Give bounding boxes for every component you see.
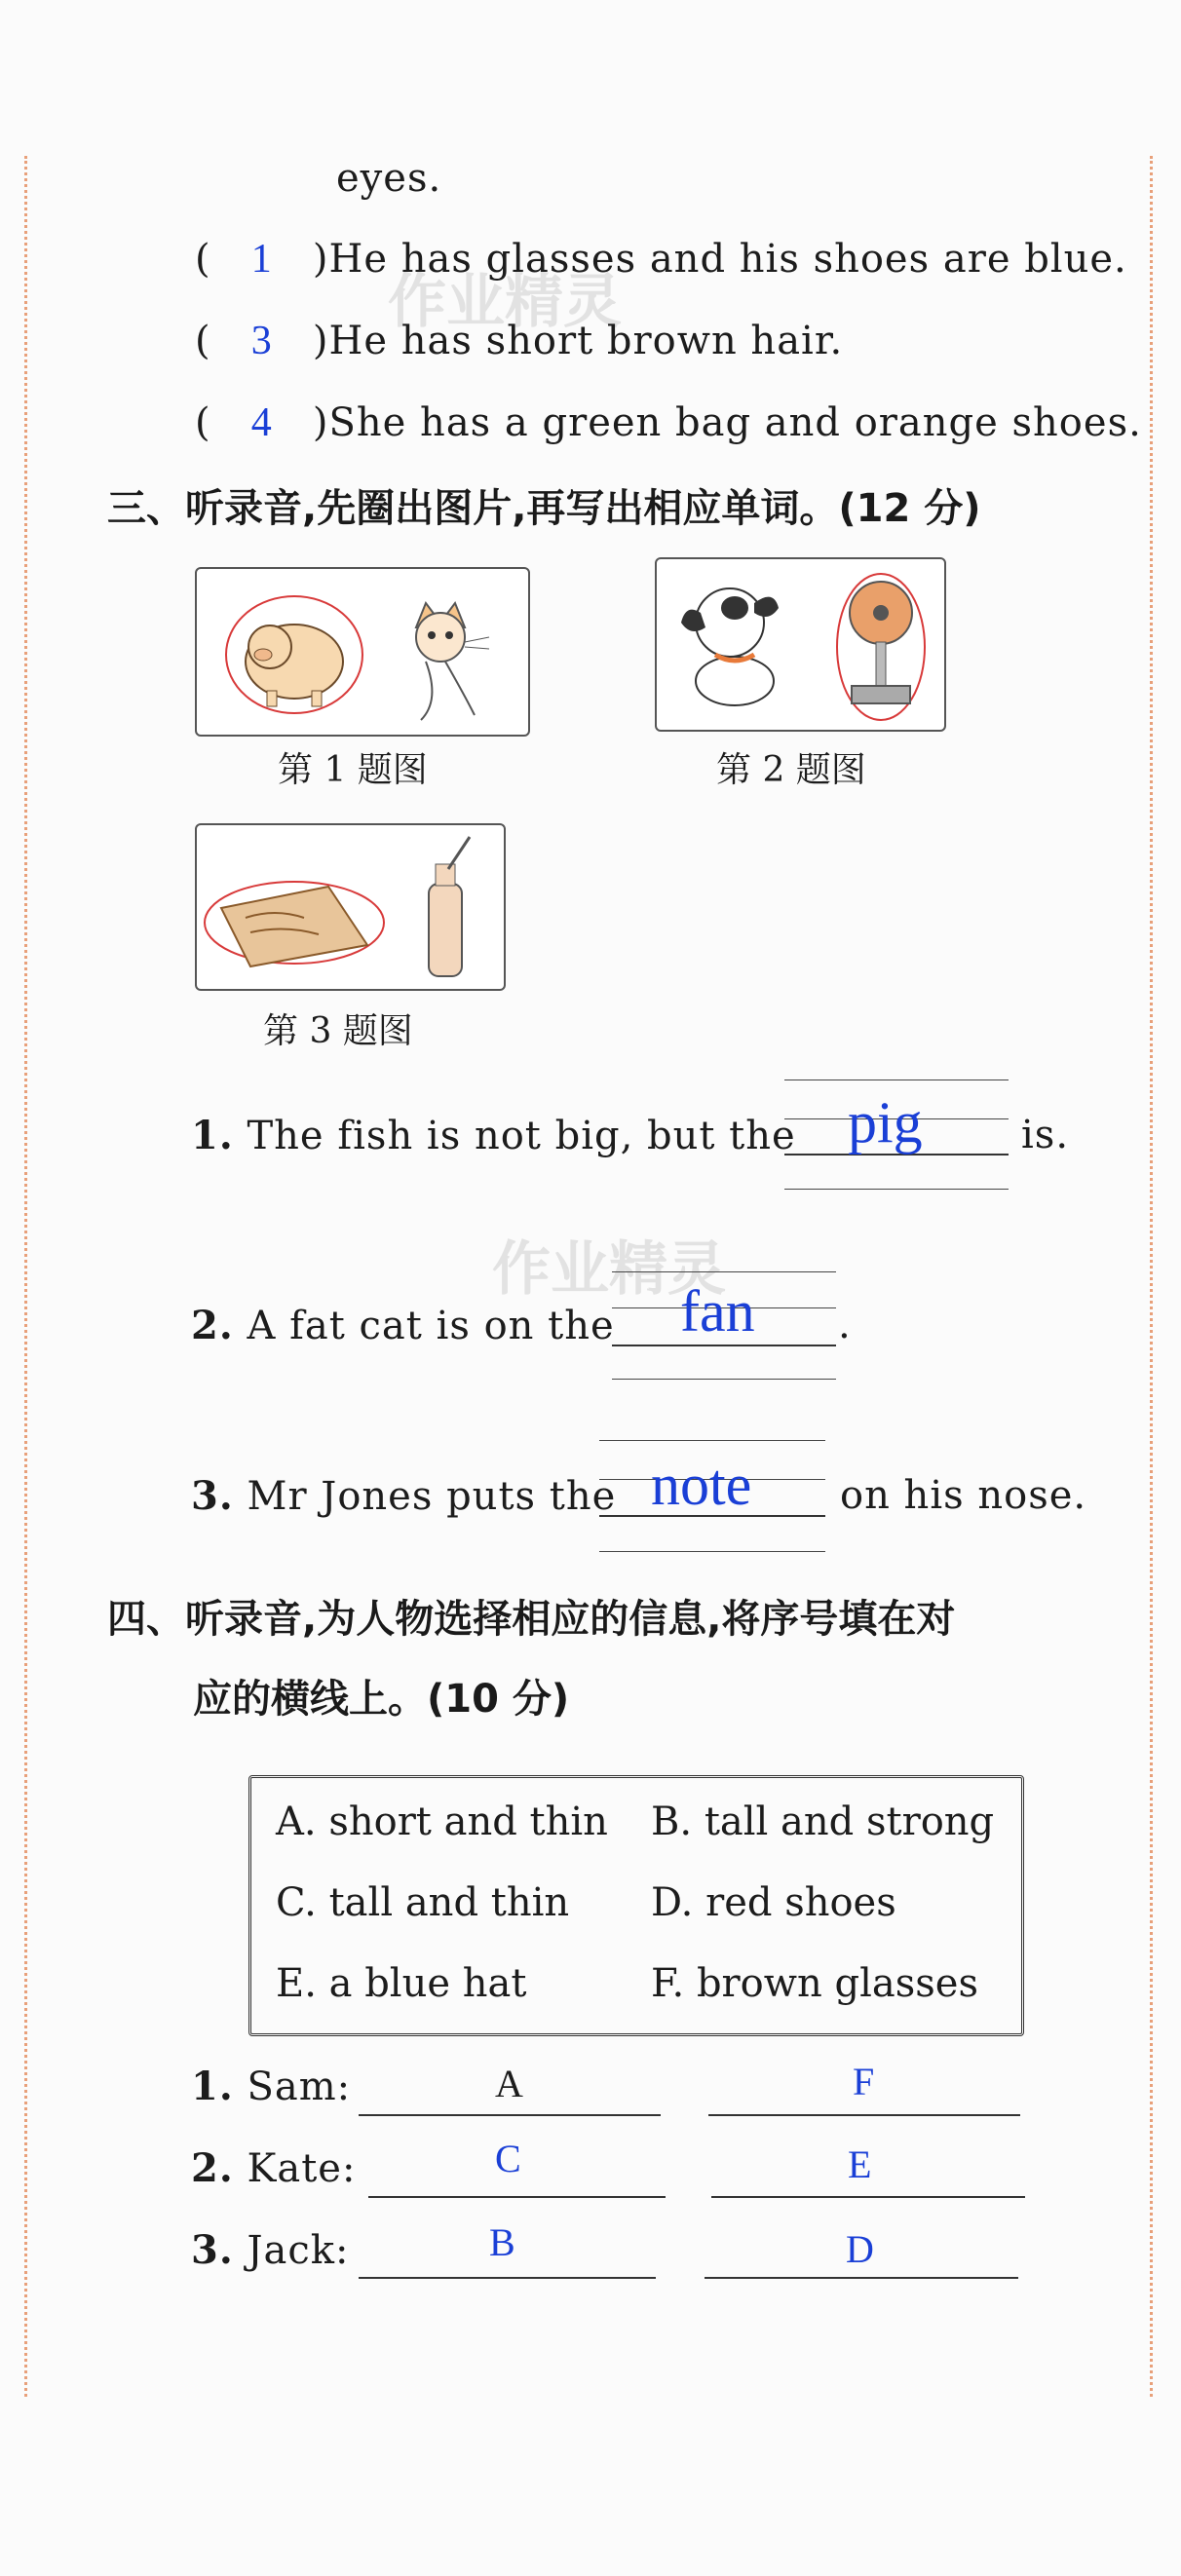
- q2-before: A fat cat is on the: [247, 1304, 615, 1348]
- q1-guide-bottom: [784, 1189, 1009, 1190]
- q3-after: on his nose.: [840, 1473, 1087, 1518]
- dog-fan-illustration: [657, 559, 944, 730]
- person-1-line-1: [359, 2114, 661, 2116]
- person-3-name: Jack:: [247, 2228, 350, 2273]
- q2-guide-bottom: [612, 1379, 836, 1380]
- q3-guide-bottom: [599, 1551, 825, 1552]
- q3-text: [191, 1473, 616, 1519]
- caption-2: 第 2 题图: [716, 750, 866, 790]
- q3-before: Mr Jones puts the: [247, 1474, 617, 1519]
- person-1-answer-2: F: [853, 2060, 876, 2103]
- prev-tail-text: eyes.: [336, 156, 442, 201]
- q3-number: 3.: [191, 1473, 234, 1519]
- picture-1: [195, 567, 530, 737]
- prev-item-2: ( 3 )He has short brown hair.: [195, 319, 844, 363]
- person-2-label: [191, 2145, 356, 2191]
- person-3-label: [191, 2227, 349, 2273]
- picture-3: [195, 823, 506, 991]
- person-3-answer-2: D: [846, 2227, 875, 2271]
- pig-cat-illustration: [197, 569, 528, 735]
- options-box: [248, 1775, 1024, 2036]
- person-2-answer-2: E: [848, 2142, 873, 2186]
- person-3-number: 3.: [191, 2227, 234, 2273]
- section4-title-line2: 应的横线上。(10 分): [193, 1677, 570, 1722]
- q1-before: The fish is not big, but the: [247, 1114, 796, 1158]
- caption-1: 第 1 题图: [278, 750, 428, 790]
- person-1-name: Sam:: [247, 2065, 352, 2109]
- caption-3: 第 3 题图: [263, 1011, 413, 1051]
- q1-number: 1.: [191, 1113, 234, 1158]
- watermark-middle: 作业精灵: [492, 1235, 726, 1304]
- q1-answer: pig: [848, 1090, 923, 1155]
- person-1-line-2: [708, 2114, 1020, 2116]
- prev-item-1: ( 1 )He has glasses and his shoes are blue.: [195, 237, 1127, 282]
- picture-2: [655, 557, 946, 732]
- option-c: C. tall and thin: [276, 1880, 570, 1925]
- q1-after: is.: [1021, 1113, 1070, 1157]
- q2-text: [191, 1303, 615, 1348]
- person-2-name: Kate:: [247, 2146, 357, 2191]
- q2-number: 2.: [191, 1303, 234, 1348]
- option-d: D. red shoes: [651, 1880, 896, 1925]
- person-1-label: [191, 2064, 351, 2109]
- section3-title: 三、听录音,先圈出图片,再写出相应单词。(12 分): [107, 486, 981, 531]
- prev-item-3-text: She has a green bag and orange shoes.: [328, 400, 1142, 445]
- person-3-line-2: [705, 2277, 1018, 2279]
- person-1-number: 1.: [191, 2064, 234, 2109]
- q2-after: .: [838, 1303, 852, 1347]
- note-cola-illustration: [197, 825, 504, 989]
- q3-guide-top: [599, 1440, 825, 1441]
- person-2-answer-1: C: [495, 2137, 522, 2180]
- prev-item-2-text: He has short brown hair.: [328, 319, 844, 363]
- person-3-answer-1: B: [489, 2220, 516, 2264]
- person-2-number: 2.: [191, 2145, 234, 2191]
- person-1-answer-1: A: [495, 2062, 524, 2105]
- left-margin-dots: [24, 156, 27, 2397]
- prev-item-3-answer: 4: [250, 400, 273, 445]
- watermark-top: 作业精灵: [388, 268, 622, 336]
- option-f: F. brown glasses: [651, 1961, 978, 2006]
- prev-item-3: ( 4 )She has a green bag and orange shoes.: [195, 400, 1142, 445]
- q2-guide-top: [612, 1271, 836, 1272]
- option-e: E. a blue hat: [276, 1961, 527, 2006]
- prev-item-1-answer: 1: [250, 237, 273, 282]
- prev-item-1-text: He has glasses and his shoes are blue.: [328, 237, 1127, 282]
- q1-text: [191, 1113, 796, 1158]
- section4-title-line1: 四、听录音,为人物选择相应的信息,将序号填在对: [107, 1597, 956, 1642]
- right-margin-dots: [1150, 156, 1153, 2397]
- q3-answer: note: [651, 1453, 752, 1517]
- q2-answer: fan: [680, 1279, 755, 1344]
- option-a: A. short and thin: [276, 1799, 608, 1844]
- option-b: B. tall and strong: [651, 1799, 995, 1844]
- prev-item-2-answer: 3: [250, 319, 273, 363]
- person-2-line-1: [368, 2196, 666, 2198]
- person-3-line-1: [359, 2277, 656, 2279]
- person-2-line-2: [711, 2196, 1025, 2198]
